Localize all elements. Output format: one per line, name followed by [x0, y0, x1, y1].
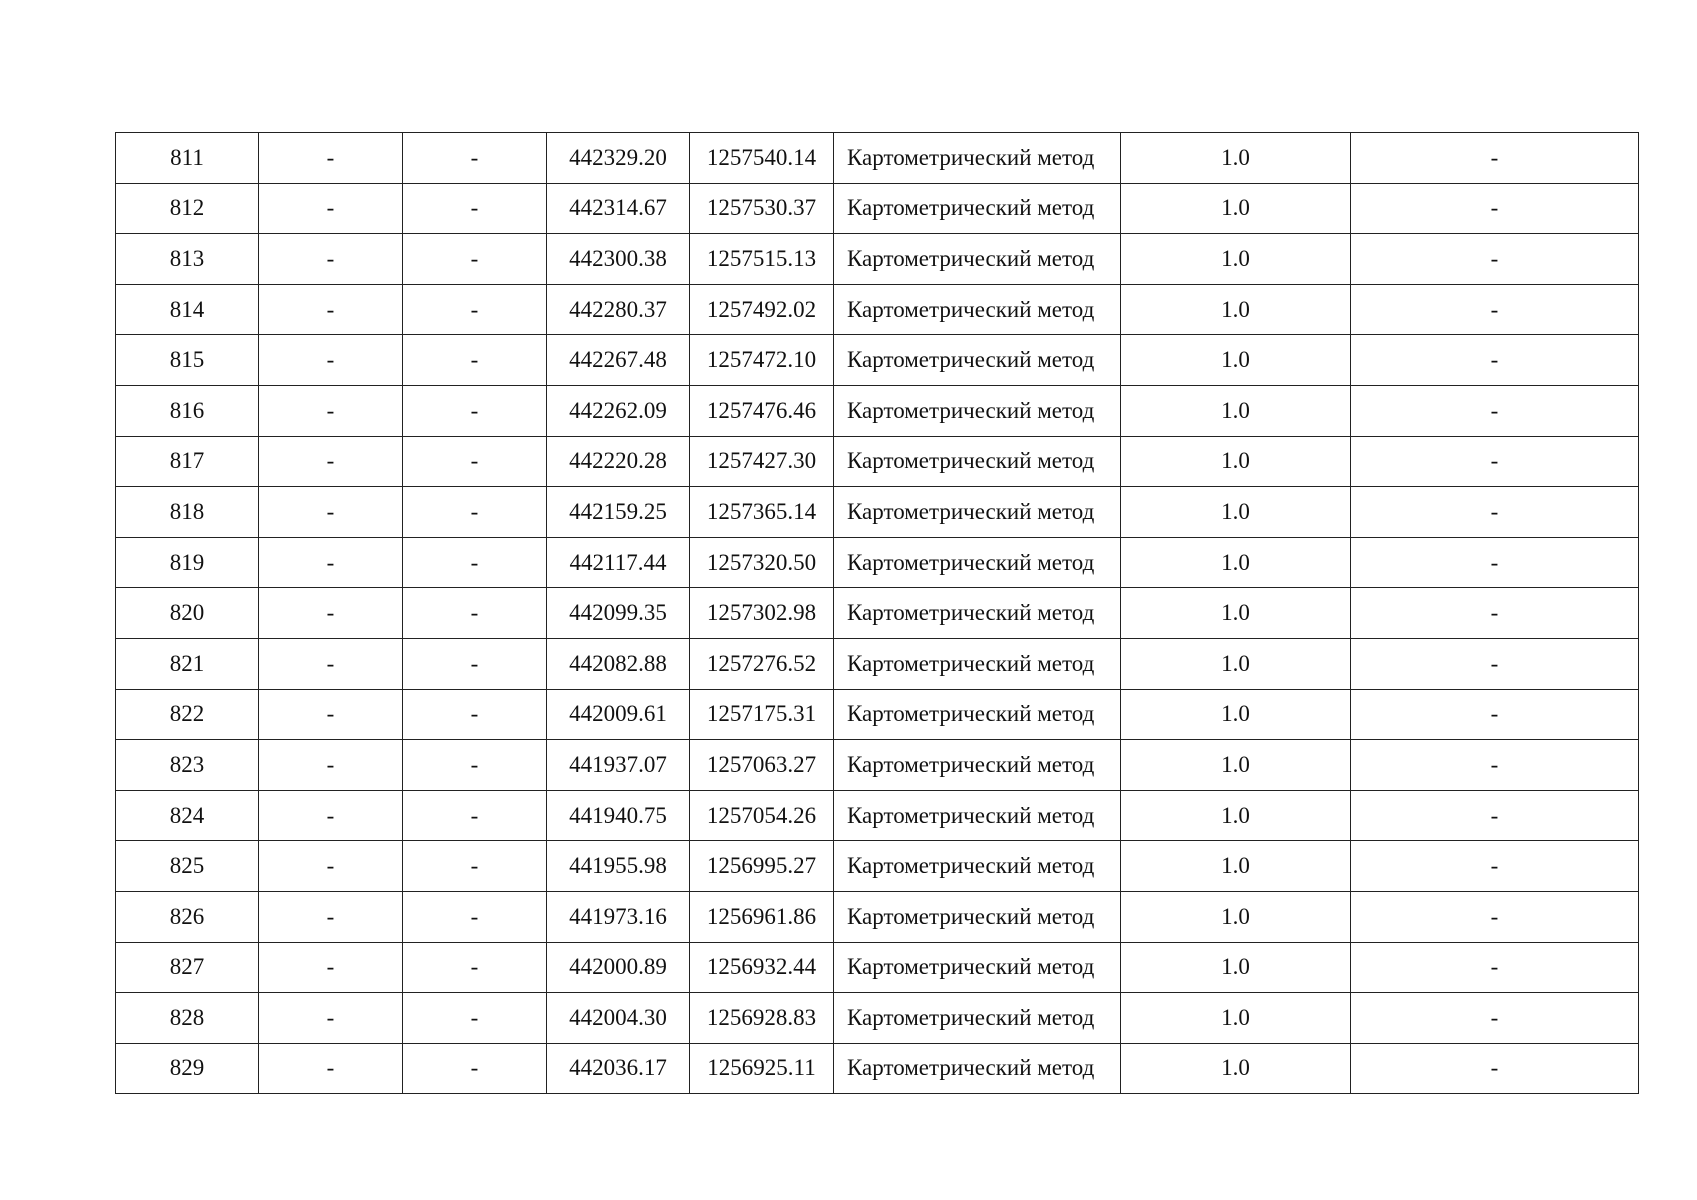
- table-row: [116, 993, 1639, 1044]
- accuracy-cell: 1.0: [1121, 1043, 1351, 1094]
- accuracy-cell: 1.0: [1121, 993, 1351, 1044]
- x-coordinate-cell: 442262.09: [547, 385, 690, 436]
- note-cell: -: [1351, 436, 1639, 487]
- method-cell: Картометрический метод: [834, 638, 1121, 689]
- y-coordinate-cell: 1257476.46: [690, 385, 834, 436]
- note-cell: -: [1351, 790, 1639, 841]
- accuracy-cell: 1.0: [1121, 284, 1351, 335]
- method-cell: Картометрический метод: [834, 133, 1121, 184]
- table-row: [116, 487, 1639, 538]
- table-row: [116, 335, 1639, 386]
- method-cell: Картометрический метод: [834, 891, 1121, 942]
- y-coordinate-cell: 1257302.98: [690, 588, 834, 639]
- empty-value-cell: -: [259, 284, 403, 335]
- method-cell: Картометрический метод: [834, 487, 1121, 538]
- x-coordinate-cell: 442300.38: [547, 234, 690, 285]
- table-row: [116, 638, 1639, 689]
- empty-value-cell: -: [259, 942, 403, 993]
- empty-value-cell: -: [403, 1043, 547, 1094]
- note-cell: -: [1351, 385, 1639, 436]
- empty-value-cell: -: [259, 740, 403, 791]
- method-cell: Картометрический метод: [834, 993, 1121, 1044]
- empty-value-cell: -: [403, 385, 547, 436]
- table-row: [116, 790, 1639, 841]
- coordinates-table: [115, 132, 1639, 1094]
- empty-value-cell: -: [259, 335, 403, 386]
- method-cell: Картометрический метод: [834, 841, 1121, 892]
- method-cell: Картометрический метод: [834, 1043, 1121, 1094]
- table-row: [116, 183, 1639, 234]
- note-cell: -: [1351, 487, 1639, 538]
- table-row: [116, 234, 1639, 285]
- y-coordinate-cell: 1257515.13: [690, 234, 834, 285]
- method-cell: Картометрический метод: [834, 234, 1121, 285]
- accuracy-cell: 1.0: [1121, 487, 1351, 538]
- y-coordinate-cell: 1257063.27: [690, 740, 834, 791]
- empty-value-cell: -: [403, 790, 547, 841]
- empty-value-cell: -: [403, 588, 547, 639]
- note-cell: -: [1351, 335, 1639, 386]
- point-number-cell: 829: [116, 1043, 259, 1094]
- empty-value-cell: -: [259, 689, 403, 740]
- table-row: [116, 740, 1639, 791]
- note-cell: -: [1351, 689, 1639, 740]
- accuracy-cell: 1.0: [1121, 385, 1351, 436]
- empty-value-cell: -: [403, 183, 547, 234]
- empty-value-cell: -: [403, 638, 547, 689]
- table-row: [116, 284, 1639, 335]
- note-cell: -: [1351, 638, 1639, 689]
- method-cell: Картометрический метод: [834, 942, 1121, 993]
- point-number-cell: 827: [116, 942, 259, 993]
- accuracy-cell: 1.0: [1121, 183, 1351, 234]
- empty-value-cell: -: [403, 284, 547, 335]
- accuracy-cell: 1.0: [1121, 891, 1351, 942]
- empty-value-cell: -: [403, 841, 547, 892]
- accuracy-cell: 1.0: [1121, 638, 1351, 689]
- note-cell: -: [1351, 841, 1639, 892]
- note-cell: -: [1351, 1043, 1639, 1094]
- empty-value-cell: -: [259, 385, 403, 436]
- x-coordinate-cell: 442267.48: [547, 335, 690, 386]
- method-cell: Картометрический метод: [834, 740, 1121, 791]
- x-coordinate-cell: 442117.44: [547, 537, 690, 588]
- empty-value-cell: -: [403, 942, 547, 993]
- method-cell: Картометрический метод: [834, 284, 1121, 335]
- note-cell: -: [1351, 993, 1639, 1044]
- point-number-cell: 814: [116, 284, 259, 335]
- x-coordinate-cell: 441940.75: [547, 790, 690, 841]
- x-coordinate-cell: 442082.88: [547, 638, 690, 689]
- empty-value-cell: -: [259, 588, 403, 639]
- point-number-cell: 822: [116, 689, 259, 740]
- empty-value-cell: -: [259, 841, 403, 892]
- table-row: [116, 436, 1639, 487]
- y-coordinate-cell: 1257492.02: [690, 284, 834, 335]
- y-coordinate-cell: 1257472.10: [690, 335, 834, 386]
- point-number-cell: 825: [116, 841, 259, 892]
- point-number-cell: 824: [116, 790, 259, 841]
- accuracy-cell: 1.0: [1121, 689, 1351, 740]
- empty-value-cell: -: [403, 891, 547, 942]
- x-coordinate-cell: 442099.35: [547, 588, 690, 639]
- note-cell: -: [1351, 942, 1639, 993]
- x-coordinate-cell: 442280.37: [547, 284, 690, 335]
- empty-value-cell: -: [403, 335, 547, 386]
- empty-value-cell: -: [259, 133, 403, 184]
- coordinates-table-body: [116, 133, 1639, 1094]
- x-coordinate-cell: 442159.25: [547, 487, 690, 538]
- table-row: [116, 942, 1639, 993]
- accuracy-cell: 1.0: [1121, 234, 1351, 285]
- point-number-cell: 820: [116, 588, 259, 639]
- point-number-cell: 821: [116, 638, 259, 689]
- empty-value-cell: -: [259, 487, 403, 538]
- coordinates-table-sheet: [115, 132, 1638, 1094]
- note-cell: -: [1351, 284, 1639, 335]
- accuracy-cell: 1.0: [1121, 537, 1351, 588]
- x-coordinate-cell: 442000.89: [547, 942, 690, 993]
- method-cell: Картометрический метод: [834, 385, 1121, 436]
- x-coordinate-cell: 442220.28: [547, 436, 690, 487]
- empty-value-cell: -: [403, 740, 547, 791]
- x-coordinate-cell: 441955.98: [547, 841, 690, 892]
- table-row: [116, 588, 1639, 639]
- empty-value-cell: -: [259, 436, 403, 487]
- x-coordinate-cell: 442036.17: [547, 1043, 690, 1094]
- note-cell: -: [1351, 740, 1639, 791]
- y-coordinate-cell: 1257054.26: [690, 790, 834, 841]
- y-coordinate-cell: 1257530.37: [690, 183, 834, 234]
- table-row: [116, 689, 1639, 740]
- point-number-cell: 812: [116, 183, 259, 234]
- note-cell: -: [1351, 183, 1639, 234]
- empty-value-cell: -: [259, 891, 403, 942]
- note-cell: -: [1351, 537, 1639, 588]
- empty-value-cell: -: [403, 537, 547, 588]
- note-cell: -: [1351, 891, 1639, 942]
- empty-value-cell: -: [259, 537, 403, 588]
- table-row: [116, 891, 1639, 942]
- note-cell: -: [1351, 234, 1639, 285]
- accuracy-cell: 1.0: [1121, 790, 1351, 841]
- empty-value-cell: -: [403, 436, 547, 487]
- note-cell: -: [1351, 588, 1639, 639]
- method-cell: Картометрический метод: [834, 689, 1121, 740]
- empty-value-cell: -: [259, 183, 403, 234]
- point-number-cell: 818: [116, 487, 259, 538]
- empty-value-cell: -: [403, 487, 547, 538]
- empty-value-cell: -: [259, 790, 403, 841]
- x-coordinate-cell: 441937.07: [547, 740, 690, 791]
- table-row: [116, 385, 1639, 436]
- accuracy-cell: 1.0: [1121, 841, 1351, 892]
- x-coordinate-cell: 441973.16: [547, 891, 690, 942]
- y-coordinate-cell: 1257320.50: [690, 537, 834, 588]
- empty-value-cell: -: [403, 133, 547, 184]
- method-cell: Картометрический метод: [834, 537, 1121, 588]
- table-row: [116, 841, 1639, 892]
- point-number-cell: 815: [116, 335, 259, 386]
- point-number-cell: 816: [116, 385, 259, 436]
- note-cell: -: [1351, 133, 1639, 184]
- empty-value-cell: -: [403, 993, 547, 1044]
- x-coordinate-cell: 442314.67: [547, 183, 690, 234]
- accuracy-cell: 1.0: [1121, 335, 1351, 386]
- point-number-cell: 817: [116, 436, 259, 487]
- empty-value-cell: -: [259, 234, 403, 285]
- point-number-cell: 819: [116, 537, 259, 588]
- point-number-cell: 811: [116, 133, 259, 184]
- point-number-cell: 813: [116, 234, 259, 285]
- empty-value-cell: -: [259, 1043, 403, 1094]
- accuracy-cell: 1.0: [1121, 740, 1351, 791]
- x-coordinate-cell: 442329.20: [547, 133, 690, 184]
- point-number-cell: 828: [116, 993, 259, 1044]
- method-cell: Картометрический метод: [834, 588, 1121, 639]
- y-coordinate-cell: 1257365.14: [690, 487, 834, 538]
- y-coordinate-cell: 1256995.27: [690, 841, 834, 892]
- empty-value-cell: -: [259, 993, 403, 1044]
- y-coordinate-cell: 1257175.31: [690, 689, 834, 740]
- method-cell: Картометрический метод: [834, 790, 1121, 841]
- accuracy-cell: 1.0: [1121, 588, 1351, 639]
- accuracy-cell: 1.0: [1121, 436, 1351, 487]
- accuracy-cell: 1.0: [1121, 942, 1351, 993]
- y-coordinate-cell: 1256925.11: [690, 1043, 834, 1094]
- y-coordinate-cell: 1257427.30: [690, 436, 834, 487]
- empty-value-cell: -: [259, 638, 403, 689]
- x-coordinate-cell: 442009.61: [547, 689, 690, 740]
- y-coordinate-cell: 1256928.83: [690, 993, 834, 1044]
- empty-value-cell: -: [403, 234, 547, 285]
- empty-value-cell: -: [403, 689, 547, 740]
- method-cell: Картометрический метод: [834, 436, 1121, 487]
- table-row: [116, 537, 1639, 588]
- table-row: [116, 133, 1639, 184]
- accuracy-cell: 1.0: [1121, 133, 1351, 184]
- method-cell: Картометрический метод: [834, 183, 1121, 234]
- y-coordinate-cell: 1257276.52: [690, 638, 834, 689]
- x-coordinate-cell: 442004.30: [547, 993, 690, 1044]
- y-coordinate-cell: 1256932.44: [690, 942, 834, 993]
- method-cell: Картометрический метод: [834, 335, 1121, 386]
- y-coordinate-cell: 1257540.14: [690, 133, 834, 184]
- point-number-cell: 823: [116, 740, 259, 791]
- table-row: [116, 1043, 1639, 1094]
- y-coordinate-cell: 1256961.86: [690, 891, 834, 942]
- point-number-cell: 826: [116, 891, 259, 942]
